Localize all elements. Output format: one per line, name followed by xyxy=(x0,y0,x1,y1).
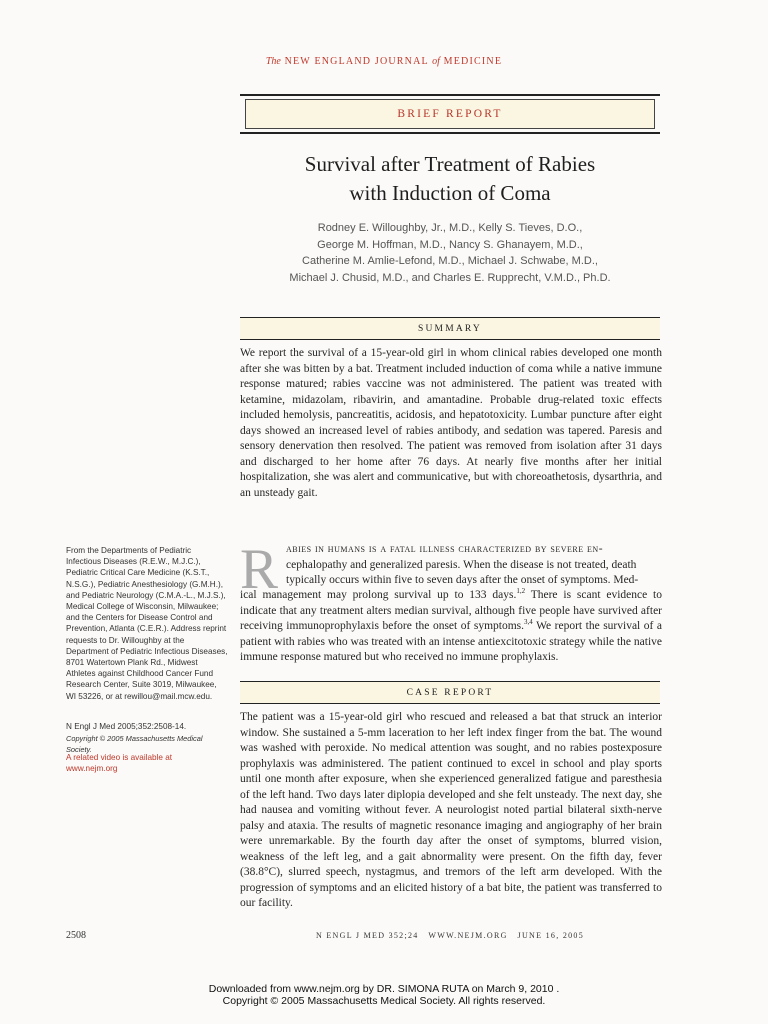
intro-caps-line: abies in humans is a fatal illness characterized by severe en- xyxy=(286,543,604,555)
author-line: Catherine M. Amlie-Lefond, M.D., Michael J. Schwabe, M.D., xyxy=(302,255,598,267)
page-number: 2508 xyxy=(66,930,86,941)
author-list xyxy=(240,220,660,286)
reference-marker: 3,4 xyxy=(524,618,533,627)
article-title xyxy=(240,150,660,208)
intro-line-3: typically occurs within five to seven days after the onset of symptoms. Med- xyxy=(286,574,639,586)
journal-header xyxy=(0,56,768,67)
author-affiliations: From the Departments of Pediatric Infectious Diseases (R.E.W., M.J.C.), Pediatric Critical Care Medicine (K.S.T., N.S.G.), Pediatric Anesthesiology (G.M.H.), and Pediatric Neurology (C.M.A.-L., M.J.S.), Medical College of Wisconsin, Milwaukee; and the Centers for Disease Control and Prevention, Atlanta (C.E.R.). Address reprint requests to Dr. Willoughby at the Department of Pediatric Infectious Diseases, 8701 Watertown Plank Rd., Midwest Athletes against Childhood Cancer Fund Research Center, Suite 3019, Milwaukee, WI 53226, or at rewillou@mail.mcw.edu. xyxy=(66,546,228,701)
author-line: Michael J. Chusid, M.D., and Charles E. Rupprecht, V.M.D., Ph.D. xyxy=(289,271,611,284)
author-line: George M. Hoffman, M.D., Nancy S. Ghanayem, M.D., xyxy=(317,238,583,251)
article-title-line-2: with Induction of Coma xyxy=(349,181,551,205)
copyright-note: Copyright © 2005 Massachusetts Medical Society. xyxy=(66,734,203,755)
journal-header-name-b: MEDICINE xyxy=(443,56,503,67)
download-notice xyxy=(0,983,768,1007)
author-line: Rodney E. Willoughby, Jr., M.D., Kelly S. Tieves, D.O., xyxy=(317,222,583,234)
journal-header-of: of xyxy=(432,56,440,67)
journal-header-the: The xyxy=(265,56,281,67)
reference-marker: 1,2 xyxy=(516,587,526,596)
intro-first-lines xyxy=(286,542,662,589)
intro-text-c: We report the survival of a patient with rabies who was treated with an intense antiexcitotoxic strategy while the native immune response matured but who received no immune prophylaxis. xyxy=(240,620,662,663)
journal-header-name-a: NEW ENGLAND JOURNAL xyxy=(284,56,429,67)
case-report-text: The patient was a 15-year-old girl who rescued and released a bat that struck an interior window. She sustained a 5-mm laceration to her left index finger from the bat. The wound was washed with peroxide. No medical attention was sought, and no rabies postexposure prophylaxis was administered. The patient continued to excel in school and play sports until one month after exposure, when she experienced generalized fatigue and paresthesia of the left hand. Two days later diplopia developed and she felt unsteady. The next day, she had nausea and vomiting without fever. A neurologist noted partial bilateral sixth-nerve palsy and ataxia. The results of magnetic resonance imaging and angiography of her brain were unremarkable. By the fourth day after the onset of symptoms, blurred vision, weakness of the left leg, and a gait abnormality were present. On the fifth day, fever (38.8°C), slurred speech, nystagmus, and tremors of the left arm developed. With the progression of symptoms and an elicited history of a bat bite, the patient was transferred to our facility. xyxy=(240,711,662,909)
intro-line-2: cephalopathy and generalized paresis. When the disease is not treated, death xyxy=(286,558,637,571)
citation: N Engl J Med 2005;352:2508-14. xyxy=(66,722,187,731)
article-type-label: BRIEF REPORT xyxy=(245,99,655,129)
intro-text-a: ical management may prolong survival up to 133 days. xyxy=(240,589,517,601)
article-type-box xyxy=(240,94,660,134)
article-title-line-1: Survival after Treatment of Rabies xyxy=(304,152,596,176)
summary-heading: SUMMARY xyxy=(240,317,660,340)
intro-paragraph-rest xyxy=(240,588,662,666)
intro-text-b: There is scant evidence to indicate that any treatment alters median survival, although five people have survived after receiving immunoprophylaxis before the onset of symptoms. xyxy=(240,589,662,632)
drop-cap: R xyxy=(240,538,279,601)
summary-text: We report the survival of a 15-year-old girl in whom clinical rabies developed one month after she was bitten by a bat. Treatment included induction of coma while a native immune response matured; rabies vaccine was not administered. The patient was treated with ketamine, midazolam, ribavirin, and amantadine. Probable drug-related toxic effects included hemolysis, pancreatitis, acidosis, and hepatotoxicity. Lumbar puncture after eight days showed an increased level of rabies antibody, and sedation was tapered. Paresis and sensory denervation then resolved. The patient was removed from isolation after 31 days and discharged to her home after 76 days. At nearly five months after her initial hospitalization, she was alert and communicative, but with choreoathetosis, dysarthria, and an unsteady gait. xyxy=(240,347,662,499)
related-video-link[interactable]: A related video is available at www.nejm.org xyxy=(66,753,173,774)
case-report-heading: CASE REPORT xyxy=(240,681,660,704)
copyright-line: Copyright © 2005 Massachusetts Medical Society. All rights reserved. xyxy=(222,995,546,1007)
download-line: Downloaded from www.nejm.org by DR. SIMONA RUTA on March 9, 2010 . xyxy=(208,983,560,995)
running-footer: N ENGL J MED 352;24 WWW.NEJM.ORG JUNE 16, 2005 xyxy=(315,931,585,940)
